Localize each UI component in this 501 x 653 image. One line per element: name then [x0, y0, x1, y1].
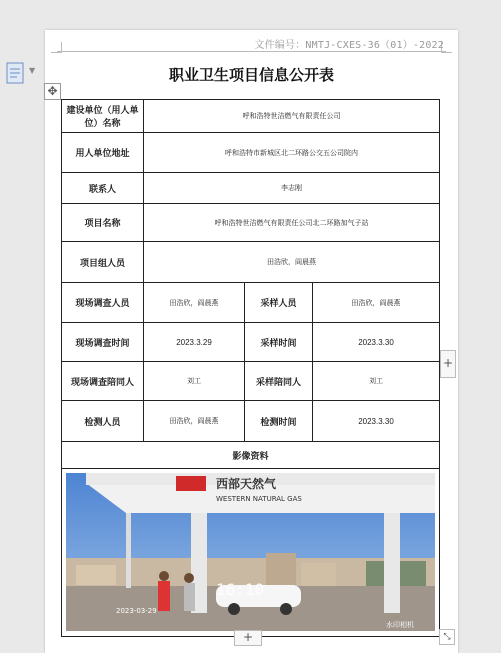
survey-escort-value: 刘工	[144, 362, 245, 401]
table-row	[62, 442, 440, 469]
table-move-handle[interactable]: ✥	[44, 83, 61, 100]
chevron-down-icon[interactable]: ▼	[29, 66, 36, 75]
project-label: 项目名称	[62, 204, 144, 242]
table-row	[62, 362, 440, 401]
sampling-time-label: 采样时间	[245, 323, 313, 362]
watermark-text: 水印相机	[386, 620, 414, 629]
info-table	[61, 99, 440, 637]
header-divider	[57, 51, 446, 52]
add-row-button[interactable]: +	[234, 630, 262, 646]
sign-text: 西部天然气	[216, 476, 277, 491]
unit-value: 呼和浩特世洁燃气有限责任公司	[144, 100, 440, 133]
photo-time-text: 16:10	[216, 579, 265, 599]
table-row	[62, 469, 440, 637]
team-label: 项目组人员	[62, 242, 144, 283]
sampling-escort-label: 采样陪同人	[245, 362, 313, 401]
sampling-escort-value: 刘工	[313, 362, 440, 401]
unit-label: 建设单位（用人单位）名称	[62, 100, 144, 133]
file-number: 文件编号：NMTJ-CXES-36（01）-2022	[254, 40, 444, 51]
document-title: 职业卫生项目信息公开表	[168, 66, 334, 84]
table-row	[62, 100, 440, 133]
sampling-staff-label: 采样人员	[245, 283, 313, 323]
table-row	[62, 204, 440, 242]
survey-time-label: 现场调查时间	[62, 323, 144, 362]
image-section-label: 影像资料	[62, 442, 440, 469]
sampling-time-value: 2023.3.30	[313, 323, 440, 362]
table-row	[62, 133, 440, 173]
add-column-button[interactable]: +	[440, 350, 456, 378]
document-icon[interactable]	[6, 62, 24, 84]
sampling-staff-value: 田浩欣，阎晨燕	[313, 283, 440, 323]
test-time-value: 2023.3.30	[313, 401, 440, 442]
table-row	[62, 242, 440, 283]
site-photo[interactable]	[66, 473, 435, 631]
contact-label: 联系人	[62, 173, 144, 204]
testers-label: 检测人员	[62, 401, 144, 442]
resize-handle-icon[interactable]: ⤡	[439, 629, 455, 645]
testers-value: 田浩欣，阎晨燕	[144, 401, 245, 442]
contact-value: 李志刚	[144, 173, 440, 204]
survey-staff-label: 现场调查人员	[62, 283, 144, 323]
photo-date-text: 2023-03-29	[116, 606, 157, 615]
survey-time-value: 2023.3.29	[144, 323, 245, 362]
team-value: 田浩欣，阎晨燕	[144, 242, 440, 283]
table-row	[62, 283, 440, 323]
sign-en-text: WESTERN NATURAL GAS	[216, 494, 302, 503]
survey-escort-label: 现场调查陪同人	[62, 362, 144, 401]
survey-staff-value: 田浩欣，阎晨燕	[144, 283, 245, 323]
table-row	[62, 401, 440, 442]
address-value: 呼和浩特市新城区北二环路公交五公司院内	[144, 133, 440, 173]
address-label: 用人单位地址	[62, 133, 144, 173]
photo-cell	[62, 469, 440, 637]
table-row	[62, 323, 440, 362]
table-row	[62, 173, 440, 204]
project-value: 呼和浩特世洁燃气有限责任公司北二环路加气子站	[144, 204, 440, 242]
test-time-label: 检测时间	[245, 401, 313, 442]
